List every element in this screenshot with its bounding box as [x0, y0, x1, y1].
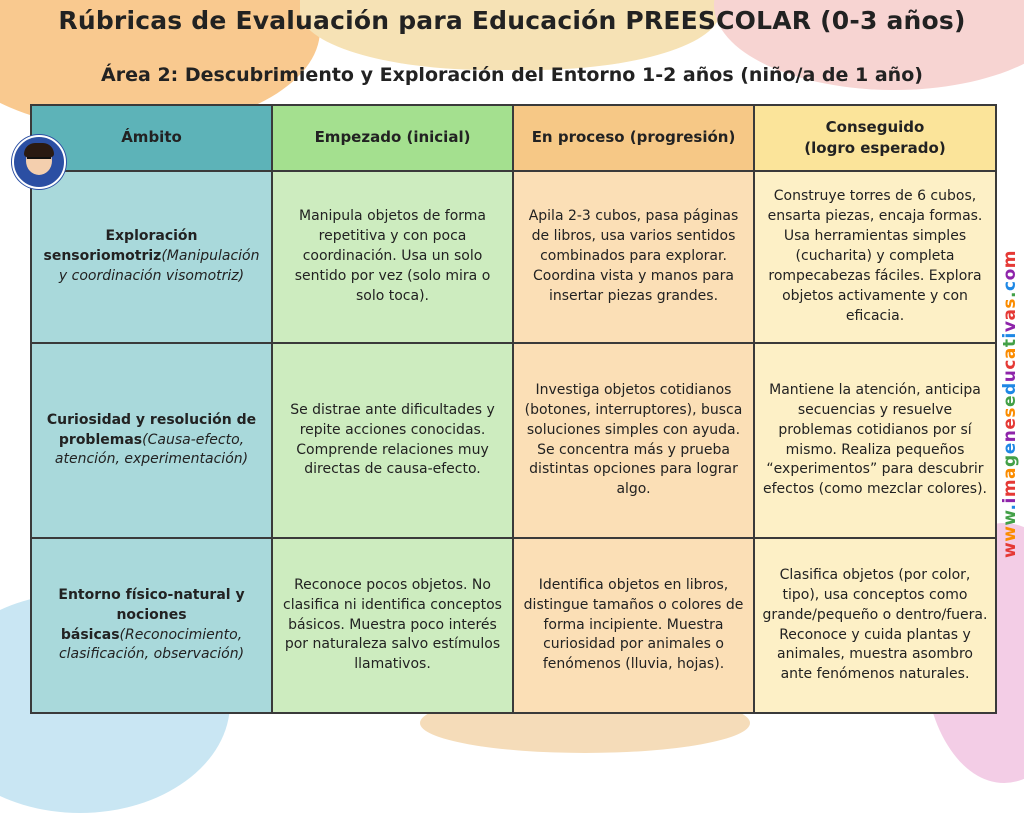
watermark-letter: u [1000, 369, 1020, 383]
watermark-letter: e [1000, 394, 1020, 407]
watermark-letter: d [1000, 382, 1020, 395]
watermark-letter: g [1000, 454, 1020, 467]
proceso-cell: Apila 2-3 cubos, pasa páginas de libros, usa varios sentidos combinados para explorar. Coordina vista y manos para insertar piezas grandes. [513, 171, 754, 343]
watermark-letter: c [1000, 280, 1020, 291]
watermark-letter: w [1000, 510, 1020, 526]
header-proceso: En proceso (progresión) [513, 105, 754, 171]
watermark-letter: m [1000, 249, 1020, 269]
watermark-letter: v [1000, 320, 1020, 333]
watermark-letter: w [1000, 541, 1020, 559]
ambito-detail: (Manipulación y coordinación visomotriz) [58, 248, 260, 284]
watermark-letter: s [1000, 297, 1020, 309]
watermark-letter: c [1000, 359, 1020, 370]
empezado-cell: Manipula objetos de forma repetitiva y con poca coordinación. Usa un solo sentido por vez (solo mira o solo toca). [272, 171, 513, 343]
ambito-cell [31, 538, 272, 713]
header-conseguido-line1: Conseguido [825, 117, 925, 136]
page-subtitle: Área 2: Descubrimiento y Exploración del Entorno 1-2 años (niño/a de 1 año) [101, 64, 923, 86]
watermark-letter: m [1000, 478, 1020, 498]
page-title: Rúbricas de Evaluación para Educación PREESCOLAR (0-3 años) [58, 6, 966, 35]
ambito-cell [31, 171, 272, 343]
ambito-title: Exploración sensoriomotriz [43, 228, 198, 265]
header-conseguido-line2: (logro esperado) [804, 139, 946, 157]
ambito-cell [31, 343, 272, 538]
watermark-letter: a [1000, 347, 1020, 360]
watermark-letter: a [1000, 466, 1020, 479]
ambito-detail: (Reconocimiento, clasificación, observación) [58, 626, 245, 663]
proceso-cell: Investiga objetos cotidianos (botones, interruptores), busca soluciones simples con ayuda. Se concentra más y prueba distintas opciones para lograr algo. [513, 343, 754, 538]
empezado-cell: Reconoce pocos objetos. No clasifica ni identifica conceptos básicos. Muestra poco interés por naturaleza salvo estímulos llamativos. [272, 538, 513, 713]
watermark-letter: e [1000, 442, 1020, 455]
header-empezado: Empezado (inicial) [272, 105, 513, 171]
watermark-letter: n [1000, 429, 1020, 443]
header-ambito: Ámbito [31, 105, 272, 171]
watermark-letter: w [1000, 525, 1020, 542]
watermark-letter: . [1000, 290, 1020, 298]
table-header-row [31, 105, 996, 171]
watermark-letter: i [1000, 497, 1020, 504]
table-row [31, 171, 996, 343]
watermark-letter: e [1000, 417, 1020, 430]
avatar-icon [12, 135, 66, 189]
table-row [31, 538, 996, 713]
proceso-cell: Identifica objetos en libros, distingue tamaños o colores de forma incipiente. Muestra curiosidad por animales o fenómenos (lluvia, hojas). [513, 538, 754, 713]
site-watermark [1000, 250, 1020, 558]
ambito-detail: (Causa-efecto, atención, experimentación) [54, 431, 249, 468]
watermark-letter: . [1000, 503, 1020, 511]
watermark-letter: o [1000, 268, 1020, 281]
ambito-title: Curiosidad y resolución de problemas [46, 411, 257, 448]
conseguido-cell: Construye torres de 6 cubos, ensarta piezas, encaja formas. Usa herramientas simples (cucharita) y completa rompecabezas fáciles. Explora objetos activamente y con eficacia. [754, 171, 996, 343]
header-conseguido [754, 105, 996, 171]
watermark-letter: s [1000, 406, 1020, 418]
watermark-letter: t [1000, 338, 1020, 348]
watermark-letter: a [1000, 308, 1020, 321]
watermark-letter: i [1000, 332, 1020, 339]
conseguido-cell: Clasifica objetos (por color, tipo), usa conceptos como grande/pequeño o dentro/fuera. Reconoce y cuida plantas y animales, muestra asombro ante fenómenos naturales. [754, 538, 996, 713]
ambito-title: Entorno físico-natural y nociones básicas [58, 586, 245, 643]
conseguido-cell: Mantiene la atención, anticipa secuencias y resuelve problemas cotidianos por sí mismo. Realiza pequeños “experimentos” para descubrir efectos (como mezclar colores). [754, 343, 996, 538]
table-row [31, 343, 996, 538]
rubric-table [30, 104, 997, 714]
empezado-cell: Se distrae ante dificultades y repite acciones conocidas. Comprende relaciones muy directas de causa-efecto. [272, 343, 513, 538]
